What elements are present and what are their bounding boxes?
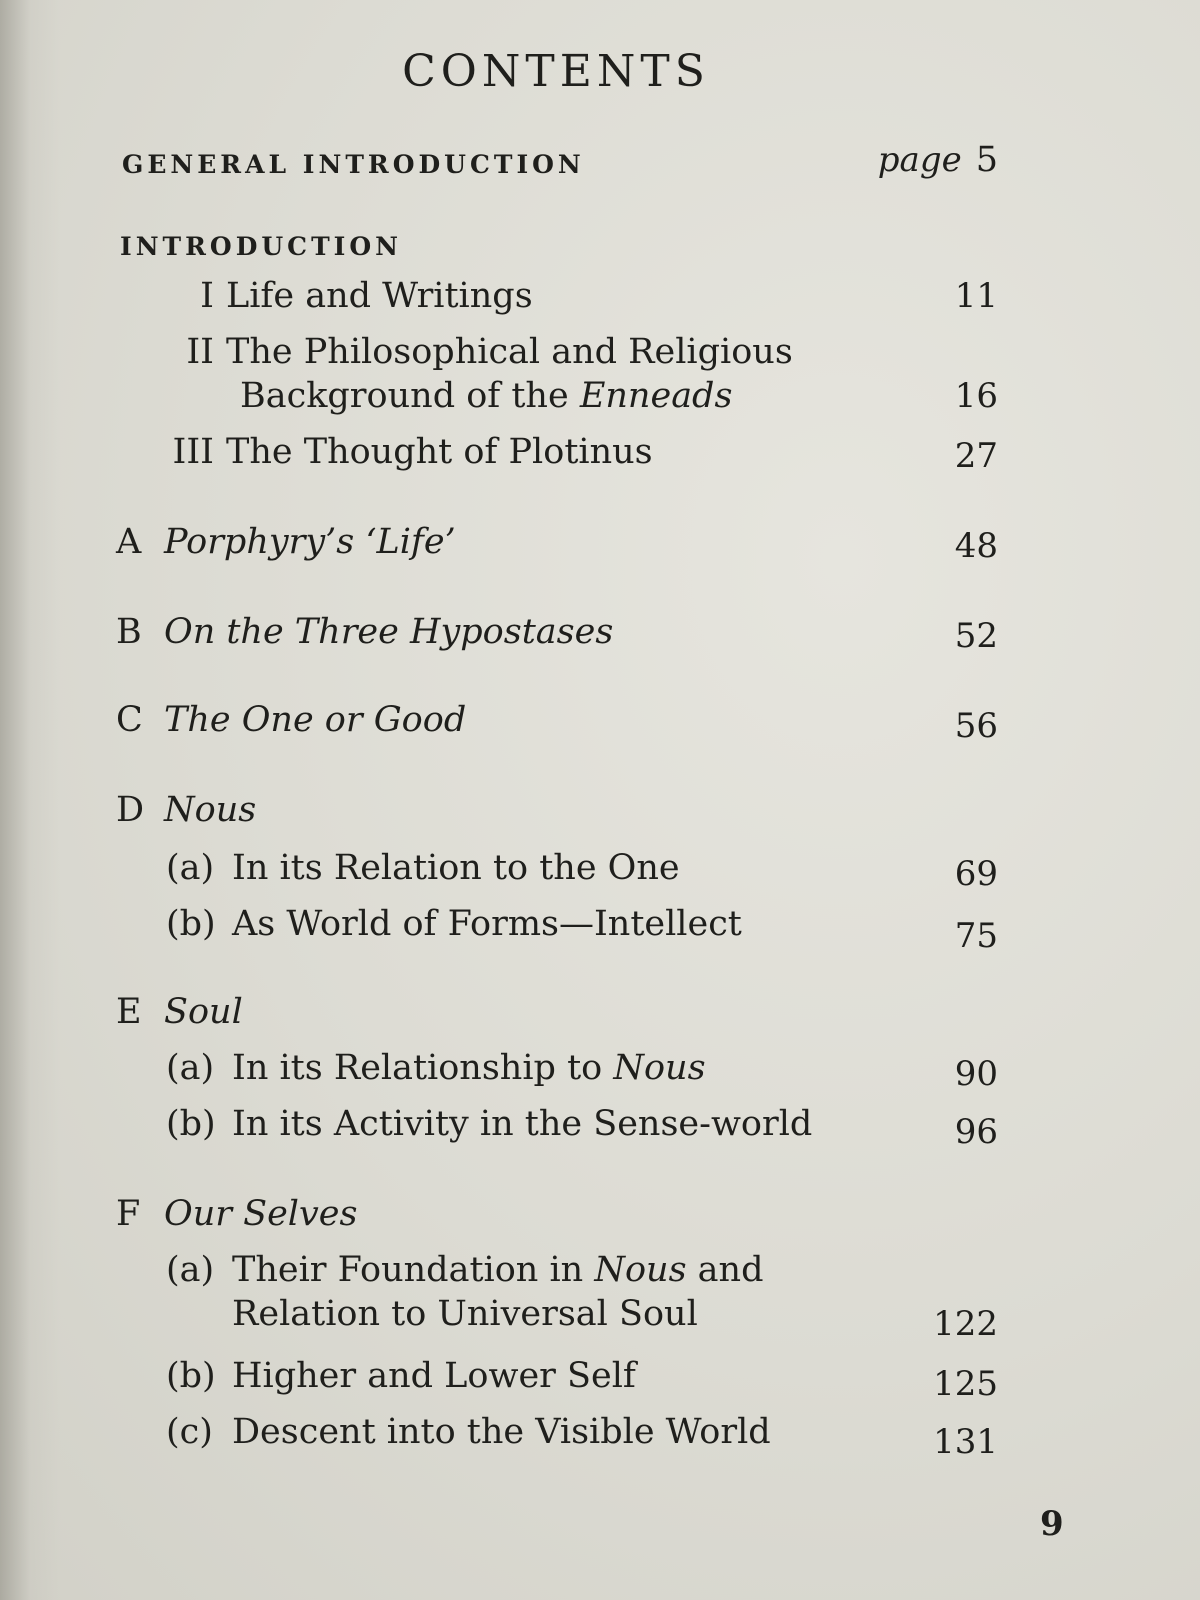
section-c — [116, 698, 466, 742]
entry-title: The Thought of Plotinus — [226, 432, 653, 472]
section-e — [116, 990, 243, 1034]
section-f-sub-a — [166, 1248, 764, 1292]
page-number: 69 — [954, 854, 998, 894]
page-number: 5 — [975, 140, 998, 180]
introduction-label: INTRODUCTION — [120, 232, 403, 261]
section-letter: B — [116, 612, 142, 652]
subsection-title: Higher and Lower Self — [232, 1356, 636, 1396]
page-number: 96 — [954, 1112, 998, 1152]
page-number: 75 — [954, 916, 998, 956]
subsection-mark: (a) — [166, 1048, 215, 1088]
intro-item-philosophical-background — [152, 330, 793, 374]
section-title: Our Selves — [164, 1194, 358, 1234]
page-number: 48 — [954, 526, 998, 566]
section-letter: C — [116, 700, 143, 740]
section-letter: D — [116, 790, 145, 830]
section-letter: A — [116, 522, 142, 562]
section-f-sub-b — [166, 1354, 636, 1398]
section-title: Porphyry’s ‘Life’ — [164, 522, 456, 562]
enneads-italic: Enneads — [579, 376, 733, 416]
section-d — [116, 788, 256, 832]
subsection-title-suffix: and — [697, 1250, 764, 1290]
page-number: 131 — [933, 1422, 998, 1462]
section-title: The One or Good — [164, 700, 467, 740]
section-f-sub-c — [166, 1410, 771, 1454]
page-number: 52 — [954, 616, 998, 656]
page-folio: 9 — [1040, 1504, 1064, 1544]
page-number: 122 — [933, 1304, 998, 1344]
section-d-sub-b — [166, 902, 742, 946]
section-a — [116, 520, 456, 564]
roman-numeral: II — [186, 332, 214, 372]
section-e-sub-a — [166, 1046, 706, 1090]
entry-title-line2: Background of the — [240, 376, 569, 416]
contents-heading: CONTENTS — [402, 46, 710, 97]
page-number: 27 — [954, 436, 998, 476]
subsection-mark: (a) — [166, 1250, 215, 1290]
subsection-title: Descent into the Visible World — [232, 1412, 771, 1452]
subsection-mark: (b) — [166, 1104, 216, 1144]
page-number: 16 — [954, 376, 998, 416]
section-f-sub-a-line2: Relation to Universal Soul — [232, 1294, 698, 1334]
entry-title-line1: The Philosophical and Religious — [226, 332, 793, 372]
section-title: Soul — [164, 992, 243, 1032]
subsection-mark: (b) — [166, 904, 216, 944]
intro-item-philosophical-background-line2 — [240, 374, 732, 418]
page-number: 11 — [954, 276, 998, 316]
section-title: On the Three Hypostases — [164, 612, 614, 652]
subsection-title: As World of Forms—Intellect — [232, 904, 742, 944]
subsection-title: In its Activity in the Sense-world — [232, 1104, 813, 1144]
nous-italic: Nous — [594, 1250, 687, 1290]
section-letter: E — [116, 992, 142, 1032]
entry-title: Life and Writings — [226, 276, 533, 316]
subsection-mark: (a) — [166, 848, 215, 888]
intro-item-life-and-writings — [152, 274, 533, 318]
section-letter: F — [116, 1194, 141, 1234]
page-number: 90 — [954, 1054, 998, 1094]
nous-italic: Nous — [613, 1048, 706, 1088]
page-number: 56 — [954, 706, 998, 746]
general-introduction-page — [840, 138, 998, 182]
section-d-sub-a — [166, 846, 680, 890]
general-introduction-label: GENERAL INTRODUCTION — [122, 150, 585, 179]
page-label: page — [877, 140, 962, 180]
roman-numeral: I — [200, 276, 214, 316]
subsection-mark: (b) — [166, 1356, 216, 1396]
section-title: Nous — [164, 790, 257, 830]
page-number: 125 — [933, 1364, 998, 1404]
roman-numeral: III — [172, 432, 214, 472]
section-e-sub-b — [166, 1102, 812, 1146]
section-b — [116, 610, 613, 654]
subsection-title: In its Relationship to — [232, 1048, 603, 1088]
subsection-mark: (c) — [166, 1412, 213, 1452]
intro-item-thought-of-plotinus — [152, 430, 653, 474]
subsection-title: Their Foundation in — [232, 1250, 584, 1290]
subsection-title: In its Relation to the One — [232, 848, 680, 888]
section-f — [116, 1192, 357, 1236]
